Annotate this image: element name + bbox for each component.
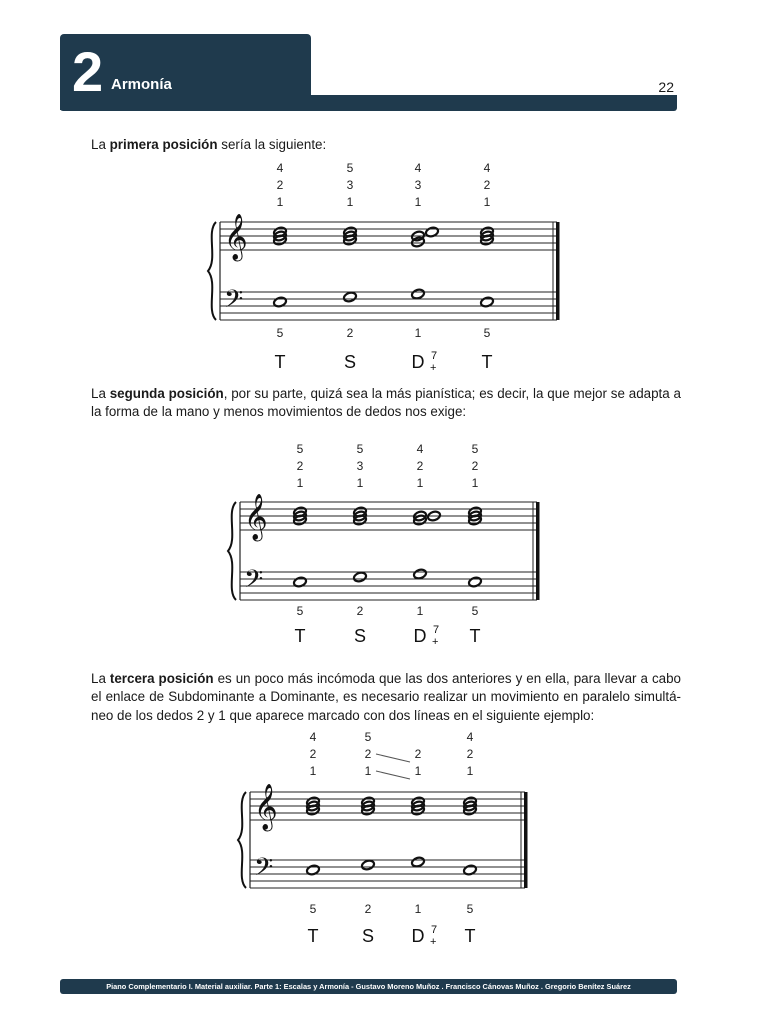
treble-clef-icon: 𝄞 <box>254 784 278 830</box>
dominant-seventh-figure: 7 <box>433 624 440 636</box>
harmonic-function-label: T <box>274 352 286 372</box>
lh-note-head <box>411 288 425 300</box>
harmonic-function-label: T <box>464 926 476 946</box>
rh-finger-number: 1 <box>483 195 491 209</box>
lh-note-head <box>353 571 367 583</box>
harmonic-function-label: D <box>413 626 427 646</box>
rh-finger-number: 1 <box>276 195 284 209</box>
rh-finger-number: 1 <box>414 764 422 778</box>
rh-finger-number: 2 <box>416 459 424 473</box>
page-number: 22 <box>658 79 674 95</box>
lh-finger-number: 5 <box>466 902 474 916</box>
rh-finger-number: 5 <box>346 161 354 175</box>
rh-finger-number: 4 <box>276 161 284 175</box>
rh-finger-number: 1 <box>364 764 372 778</box>
rh-finger-number: 3 <box>346 178 354 192</box>
bass-clef-icon: 𝄢 <box>254 853 274 888</box>
rh-finger-number: 2 <box>364 747 372 761</box>
rh-finger-number: 4 <box>416 442 424 456</box>
lh-finger-number: 5 <box>276 326 284 340</box>
harmonic-function-label: D <box>411 926 425 946</box>
lh-finger-number: 2 <box>364 902 372 916</box>
rh-finger-number: 1 <box>416 476 424 490</box>
music-example-3 <box>235 728 555 953</box>
lh-finger-number: 2 <box>356 604 364 618</box>
harmonic-function-label: S <box>343 352 357 372</box>
rh-finger-number: 1 <box>309 764 317 778</box>
rh-finger-number: 2 <box>414 747 422 761</box>
bass-clef-icon: 𝄢 <box>244 565 264 600</box>
dominant-seventh-figure: 7 <box>431 350 438 362</box>
harmonic-function-label: T <box>481 352 493 372</box>
grand-staff-brace <box>238 792 246 888</box>
harmonic-function-label: D <box>411 352 425 372</box>
parallel-move-line-finger-1 <box>376 771 410 779</box>
end-thick-barline <box>524 792 528 888</box>
parallel-move-line-finger-2 <box>376 754 410 762</box>
rh-finger-number: 2 <box>471 459 479 473</box>
lh-finger-number: 5 <box>296 604 304 618</box>
rh-finger-number: 1 <box>356 476 364 490</box>
rh-finger-number: 2 <box>296 459 304 473</box>
paragraph-first-position: La primera posición sería la siguiente: <box>91 137 327 152</box>
harmonic-function-label: T <box>469 626 481 646</box>
rh-finger-number: 1 <box>466 764 474 778</box>
dominant-raised-figure: + <box>430 362 437 374</box>
chapter-number: 2 <box>72 40 104 103</box>
lh-note-head <box>343 291 357 303</box>
rh-finger-number: 1 <box>414 195 422 209</box>
rh-finger-number: 4 <box>309 730 317 744</box>
lh-finger-number: 1 <box>414 326 422 340</box>
paragraph-second-position: La segunda posición, por su parte, quizá sea la más pianística; es decir, la que mejor se adapta a la forma de la mano y menos movimientos de dedos nos exige: <box>91 386 681 420</box>
treble-clef-icon: 𝄞 <box>244 494 268 540</box>
grand-staff-brace <box>228 502 236 600</box>
lh-finger-number: 5 <box>483 326 491 340</box>
lh-finger-number: 5 <box>309 902 317 916</box>
end-thick-barline <box>536 502 540 600</box>
music-example-2 <box>225 440 565 650</box>
rh-finger-number: 4 <box>466 730 474 744</box>
rh-finger-number: 4 <box>414 161 422 175</box>
lh-finger-number: 2 <box>346 326 354 340</box>
chapter-title: Armonía <box>111 76 172 93</box>
harmonic-function-label: T <box>294 626 306 646</box>
harmonic-function-label: T <box>307 926 319 946</box>
rh-finger-number: 4 <box>483 161 491 175</box>
dominant-seventh-figure: 7 <box>431 924 438 936</box>
lh-finger-number: 1 <box>416 604 424 618</box>
harmonic-function-label: S <box>353 626 367 646</box>
lh-note-head <box>361 859 375 871</box>
rh-finger-number: 5 <box>471 442 479 456</box>
rh-finger-number: 5 <box>356 442 364 456</box>
lh-note-head <box>411 856 425 868</box>
rh-finger-number: 2 <box>276 178 284 192</box>
dominant-raised-figure: + <box>432 636 439 648</box>
footer-credits: Piano Complementario I. Material auxiliar. Parte 1: Escalas y Armonía - Gustavo Moreno Muñoz . Francisco Cánovas Muñoz . Gregorio Benítez Suárez <box>60 979 677 994</box>
rh-finger-number: 3 <box>414 178 422 192</box>
grand-staff-brace <box>208 222 216 320</box>
rh-finger-number: 2 <box>466 747 474 761</box>
lh-note-head <box>413 568 427 580</box>
lh-finger-number: 1 <box>414 902 422 916</box>
harmonic-function-label: S <box>361 926 375 946</box>
rh-finger-number: 3 <box>356 459 364 473</box>
end-thick-barline <box>556 222 560 320</box>
rh-finger-number: 1 <box>296 476 304 490</box>
rh-finger-number: 1 <box>471 476 479 490</box>
chapter-header-bar <box>60 95 677 111</box>
dominant-raised-figure: + <box>430 936 437 948</box>
rh-finger-number: 2 <box>309 747 317 761</box>
bass-clef-icon: 𝄢 <box>224 285 244 320</box>
treble-clef-icon: 𝄞 <box>224 214 248 260</box>
rh-finger-number: 5 <box>364 730 372 744</box>
rh-finger-number: 5 <box>296 442 304 456</box>
music-example-1 <box>200 160 570 380</box>
rh-finger-number: 1 <box>346 195 354 209</box>
paragraph-third-position: La tercera posición es un poco más incómoda que las dos anteriores y en ella, para llevar a cabo el enlace de Subdominante a Dominante, es necesario realizar un movimiento en paralelo simultá-neo de los dedos 2 y 1 que aparece marcado con dos líneas en el siguiente ejemplo: <box>91 671 681 723</box>
lh-finger-number: 5 <box>471 604 479 618</box>
rh-finger-number: 2 <box>483 178 491 192</box>
